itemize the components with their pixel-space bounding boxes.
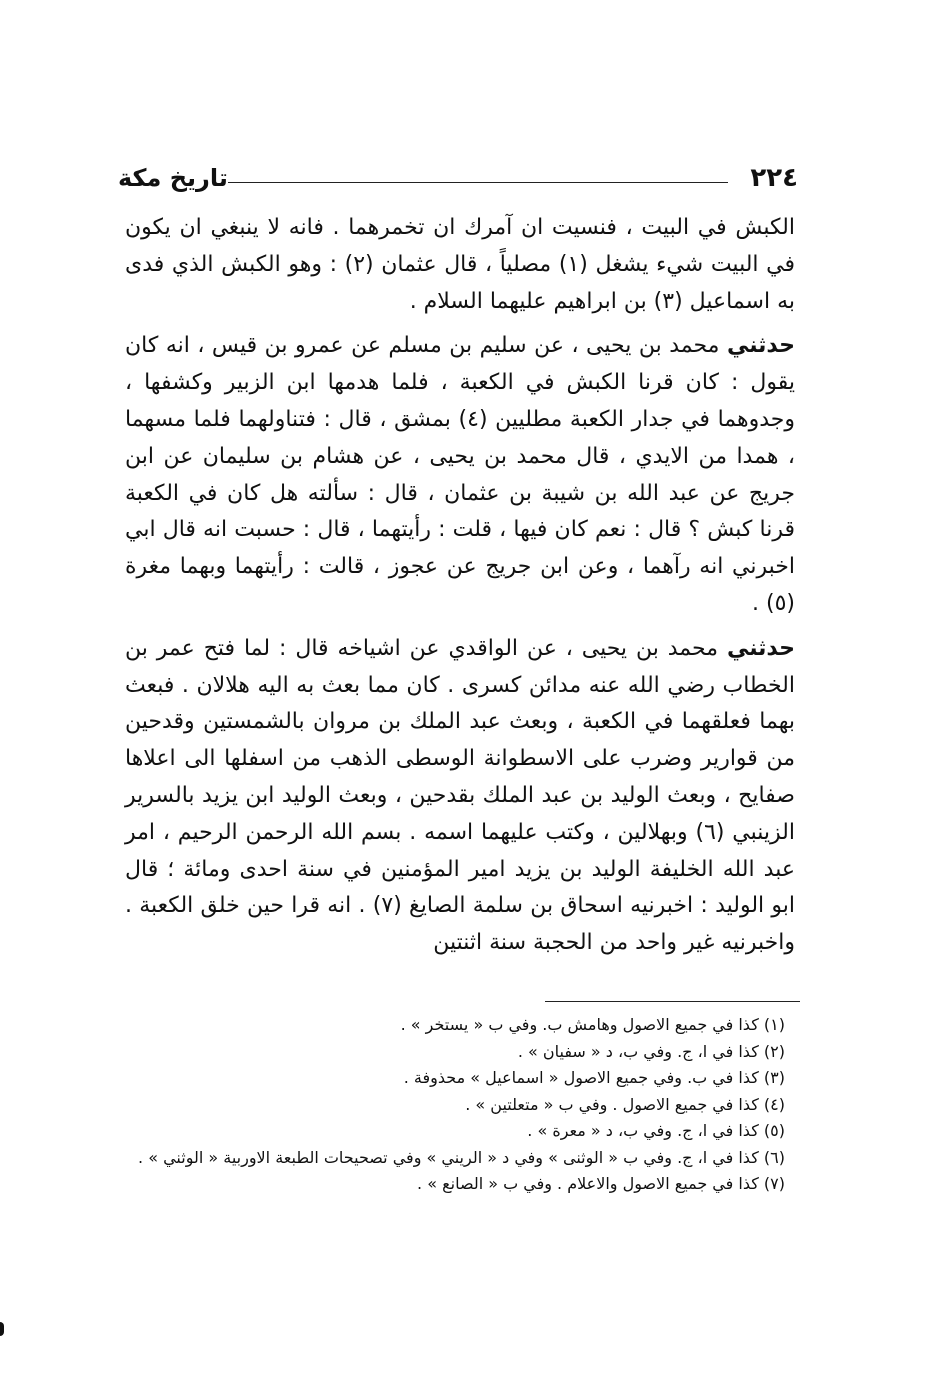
- footnote: (٢) كذا في ا، ج. وفي ب، د « سفيان » .: [517, 1041, 785, 1061]
- paragraph-text: محمد بن يحيى ، عن سليم بن مسلم عن عمرو بن قيس ، انه كان يقول : كان قرنا الكبش في الكعبة ، فلما هدمها ابن الزبير وكشفها ، وجدوهما في جدار الكعبة مطليين (٤) بمشق ، قال : فتناولهما فلما مسهما ، همدا من الايدي ، قال محمد بن يحيى ، عن هشام بن سليمان عن ابن جريج عن عبد الله بن شيبة بن عثمان ، قال : سألته هل كان في الكعبة قرنا كبش ؟ قال : نعم كان فيها ، قلت : رأيتهما ، قال : حسبت انه قال ابي اخبرني انه رآهما ، وعن ابن جريج عن عجوز ، قالت : رأيتهما وبهما مغرة (٥) .: [125, 333, 795, 616]
- footnote: (٤) كذا في جميع الاصول . وفي ب « متعلتين » .: [465, 1094, 785, 1114]
- paragraph-lead: حدثني: [726, 333, 795, 359]
- paragraph: [125, 631, 795, 962]
- footnote: (١) كذا في جميع الاصول وهامش ب. وفي ب « يستخر » .: [400, 1015, 785, 1034]
- footnote: (٦) كذا في ا، ج. وفي ب « الوثنى » وفي د « الريني » وفي تصحيحات الطبعة الاوربية « الوثني » .: [138, 1147, 785, 1167]
- main-text: [125, 210, 795, 970]
- footnote: (٧) كذا في جميع الاصول والاعلام . وفي ب « الصانع » .: [417, 1174, 785, 1193]
- page-number: ٢٢٤: [750, 163, 798, 193]
- header-rule: [228, 182, 728, 183]
- footnotes: [125, 1012, 785, 1198]
- book-title: تاريخ مكة: [118, 164, 228, 192]
- paragraph-text: الكبش في البيت ، فنسيت ان آمرك ان تخمرهما . فانه لا ينبغي ان يكون في البيت شيء يشغل (١) مصلياً ، قال عثمان (٢) : وهو الكبش الذي فدى به اسماعيل (٣) بن ابراهيم عليهما السلام .: [125, 215, 795, 314]
- paragraph-text: محمد بن يحيى ، عن الواقدي عن اشياخه قال : لما فتح عمر بن الخطاب رضي الله عنه مدائن كسرى . كان مما بعث به اليه هلالان . فبعث بهما فعلقهما في الكعبة ، وبعث عبد الملك بن مروان بالشمستين وقدحين من قوارير وضرب على الاسطوانة الوسطى الذهب من اسفلها الى اعلاها صفايح ، وبعث الوليد بن عبد الملك بقدحين ، وبعث الوليد ابن يزيد بالسرير الزينبي (٦) وبهلالين ، وكتب عليهما اسمه . بسم الله الرحمن الرحيم ، امر عبد الله الخليفة الوليد بن يزيد امير المؤمنين في سنة احدى ومائة ؛ قال ابو الوليد : اخبرنيه اسحاق بن سلمة الصايغ (٧) . انه قرا حين خلق الكعبة . واخبرنيه غير واحد من الحجبة سنة اثنتين: [125, 635, 795, 956]
- footnote: (٣) كذا في ب. وفي جميع الاصول « اسماعيل » محذوفة .: [403, 1068, 785, 1087]
- paragraph-lead: حدثني: [726, 635, 795, 661]
- footnote-separator: [545, 1001, 800, 1002]
- footnote: (٥) كذا في ا، ج. وفي ب، د « معرة » .: [527, 1121, 785, 1140]
- scan-edge-mark: [0, 1322, 4, 1336]
- page-header: [118, 158, 798, 198]
- paragraph: [125, 328, 795, 622]
- paragraph: [125, 210, 795, 320]
